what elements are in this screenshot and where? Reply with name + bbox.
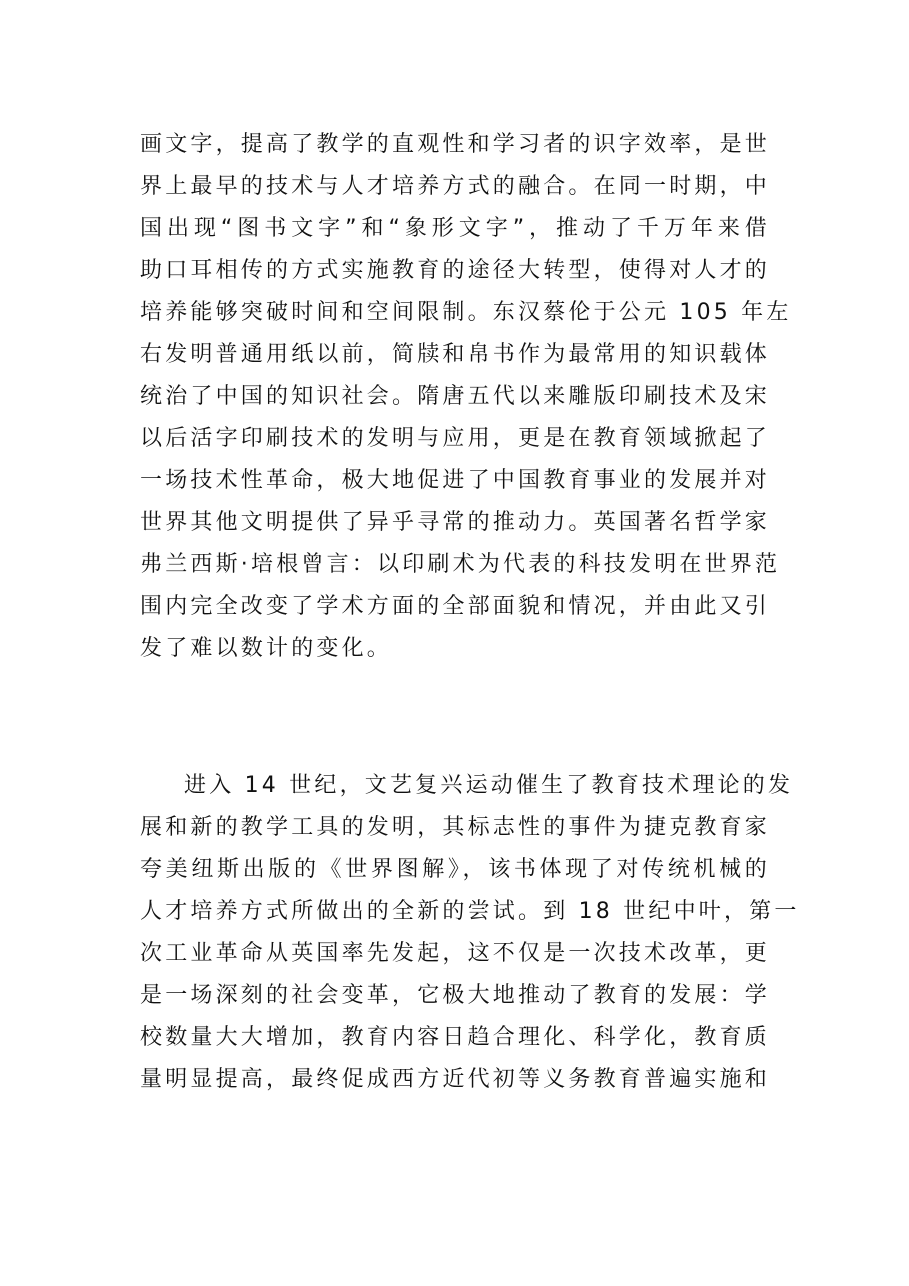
paragraph-line: 次工业革命从英国率先发起，这不仅是一次技术改革，更 [140,941,771,966]
paragraph-line: 发了难以数计的变化。 [140,636,393,661]
paragraph-line: 画文字，提高了教学的直观性和学习者的识字效率，是世 [140,132,771,157]
paragraph-line: 以后活字印刷技术的发明与应用，更是在教育领域掀起了 [140,426,771,451]
paragraph-line: 培养能够突破时间和空间限制。东汉蔡伦于公元 105 年左 [140,300,792,325]
paragraph-line: 校数量大大增加，教育内容日趋合理化、科学化，教育质 [140,1025,771,1050]
paragraph-line: 界上最早的技术与人才培养方式的融合。在同一时期，中 [140,174,771,199]
paragraph-line: 围内完全改变了学术方面的全部面貌和情况，并由此又引 [140,594,771,619]
paragraph-line: 统治了中国的知识社会。隋唐五代以来雕版印刷技术及宋 [140,384,771,409]
paragraph-line: 国出现“图书文字”和“象形文字”，推动了千万年来借 [140,216,770,241]
paragraph-line: 人才培养方式所做出的全新的尝试。到 18 世纪中叶，第一 [140,899,800,924]
paragraph-line: 助口耳相传的方式实施教育的途径大转型，使得对人才的 [140,258,771,283]
paragraph-1 [140,124,792,670]
paragraph-line: 展和新的教学工具的发明，其标志性的事件为捷克教育家 [140,815,771,840]
paragraph-line: 一场技术性革命，极大地促进了中国教育事业的发展并对 [140,468,771,493]
paragraph-line: 是一场深刻的社会变革，它极大地推动了教育的发展：学 [140,983,771,1008]
paragraph-line: 右发明普通用纸以前，简牍和帛书作为最常用的知识载体 [140,342,771,367]
paragraph-line: 进入 14 世纪，文艺复兴运动催生了教育技术理论的发 [184,773,794,798]
paragraph-2 [140,765,800,1101]
paragraph-line: 量明显提高，最终促成西方近代初等义务教育普遍实施和 [140,1067,771,1092]
paragraph-line: 弗兰西斯·培根曾言：以印刷术为代表的科技发明在世界范 [140,552,781,577]
paragraph-line: 夸美纽斯出版的《世界图解》，该书体现了对传统机械的 [140,857,770,882]
paragraph-line: 世界其他文明提供了异乎寻常的推动力。英国著名哲学家 [140,510,771,535]
